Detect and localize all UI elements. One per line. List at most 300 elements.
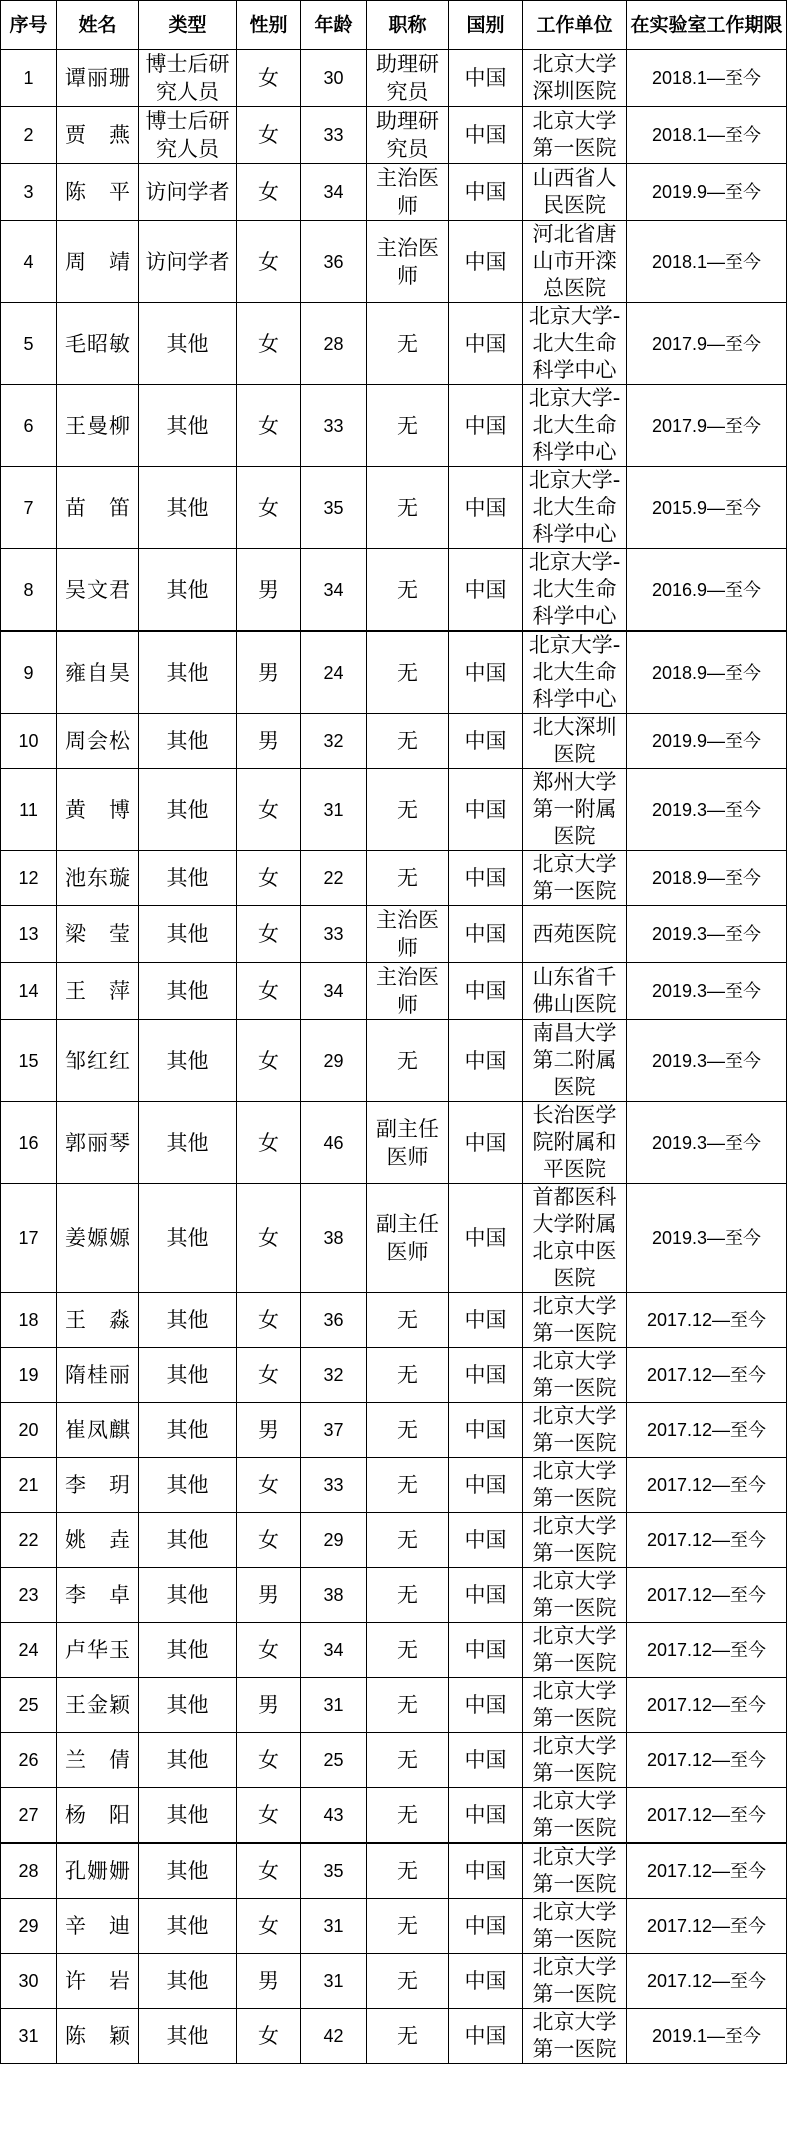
cell-gender: 女 bbox=[237, 906, 301, 963]
cell-country: 中国 bbox=[449, 221, 523, 303]
cell-age: 36 bbox=[301, 221, 367, 303]
cell-gender: 女 bbox=[237, 467, 301, 549]
cell-gender: 女 bbox=[237, 164, 301, 221]
cell-gender: 女 bbox=[237, 1020, 301, 1102]
cell-index: 8 bbox=[1, 549, 57, 632]
cell-name: 崔凤麒 bbox=[57, 1403, 139, 1458]
cell-title: 无 bbox=[367, 1899, 449, 1954]
cell-gender: 男 bbox=[237, 631, 301, 714]
cell-gender: 男 bbox=[237, 1678, 301, 1733]
table-row bbox=[1, 164, 787, 221]
cell-title: 主治医师 bbox=[367, 906, 449, 963]
cell-index: 16 bbox=[1, 1102, 57, 1184]
cell-age: 34 bbox=[301, 1623, 367, 1678]
cell-type: 其他 bbox=[139, 1568, 237, 1623]
cell-age: 46 bbox=[301, 1102, 367, 1184]
cell-index: 12 bbox=[1, 851, 57, 906]
cell-country: 中国 bbox=[449, 385, 523, 467]
cell-gender: 女 bbox=[237, 1348, 301, 1403]
header-title: 职称 bbox=[367, 1, 449, 50]
cell-unit: 山东省千佛山医院 bbox=[523, 963, 627, 1020]
cell-name: 辛 迪 bbox=[57, 1899, 139, 1954]
table-row bbox=[1, 1788, 787, 1844]
table-body bbox=[1, 50, 787, 2064]
cell-period: 2017.12—至今 bbox=[627, 1403, 787, 1458]
cell-gender: 女 bbox=[237, 50, 301, 107]
table-row bbox=[1, 1513, 787, 1568]
cell-index: 31 bbox=[1, 2009, 57, 2064]
table-row bbox=[1, 1293, 787, 1348]
cell-country: 中国 bbox=[449, 1843, 523, 1899]
cell-age: 28 bbox=[301, 303, 367, 385]
cell-age: 34 bbox=[301, 164, 367, 221]
cell-type: 其他 bbox=[139, 385, 237, 467]
cell-age: 35 bbox=[301, 467, 367, 549]
cell-period: 2017.9—至今 bbox=[627, 303, 787, 385]
cell-index: 14 bbox=[1, 963, 57, 1020]
cell-unit: 北京大学第一医院 bbox=[523, 1403, 627, 1458]
cell-name: 姚 垚 bbox=[57, 1513, 139, 1568]
cell-gender: 女 bbox=[237, 769, 301, 851]
table-row bbox=[1, 631, 787, 714]
cell-type: 其他 bbox=[139, 1623, 237, 1678]
cell-unit: 北京大学第一医院 bbox=[523, 107, 627, 164]
cell-name: 郭丽琴 bbox=[57, 1102, 139, 1184]
cell-title: 无 bbox=[367, 1403, 449, 1458]
cell-title: 无 bbox=[367, 1293, 449, 1348]
cell-title: 助理研究员 bbox=[367, 50, 449, 107]
cell-index: 3 bbox=[1, 164, 57, 221]
cell-unit: 北京大学第一医院 bbox=[523, 2009, 627, 2064]
cell-type: 博士后研究人员 bbox=[139, 50, 237, 107]
header-name: 姓名 bbox=[57, 1, 139, 50]
cell-age: 36 bbox=[301, 1293, 367, 1348]
table-row bbox=[1, 549, 787, 632]
cell-age: 31 bbox=[301, 769, 367, 851]
table-row bbox=[1, 851, 787, 906]
cell-type: 其他 bbox=[139, 303, 237, 385]
cell-index: 29 bbox=[1, 1899, 57, 1954]
cell-unit: 河北省唐山市开滦总医院 bbox=[523, 221, 627, 303]
cell-type: 其他 bbox=[139, 1102, 237, 1184]
cell-type: 其他 bbox=[139, 1020, 237, 1102]
cell-index: 2 bbox=[1, 107, 57, 164]
cell-index: 1 bbox=[1, 50, 57, 107]
cell-unit: 北京大学第一医院 bbox=[523, 1788, 627, 1844]
cell-country: 中国 bbox=[449, 1403, 523, 1458]
table-row bbox=[1, 107, 787, 164]
cell-gender: 女 bbox=[237, 221, 301, 303]
cell-country: 中国 bbox=[449, 851, 523, 906]
cell-age: 37 bbox=[301, 1403, 367, 1458]
cell-type: 其他 bbox=[139, 1788, 237, 1844]
cell-unit: 郑州大学第一附属医院 bbox=[523, 769, 627, 851]
cell-unit: 北京大学第一医院 bbox=[523, 1623, 627, 1678]
cell-index: 5 bbox=[1, 303, 57, 385]
cell-type: 其他 bbox=[139, 1678, 237, 1733]
cell-name: 李 卓 bbox=[57, 1568, 139, 1623]
cell-title: 主治医师 bbox=[367, 164, 449, 221]
cell-unit: 西苑医院 bbox=[523, 906, 627, 963]
table-row bbox=[1, 1458, 787, 1513]
cell-name: 王 萍 bbox=[57, 963, 139, 1020]
header-gender: 性别 bbox=[237, 1, 301, 50]
cell-age: 38 bbox=[301, 1568, 367, 1623]
cell-type: 其他 bbox=[139, 2009, 237, 2064]
cell-gender: 男 bbox=[237, 1954, 301, 2009]
cell-period: 2017.12—至今 bbox=[627, 1458, 787, 1513]
cell-age: 34 bbox=[301, 549, 367, 632]
cell-title: 无 bbox=[367, 385, 449, 467]
cell-country: 中国 bbox=[449, 714, 523, 769]
cell-type: 其他 bbox=[139, 631, 237, 714]
cell-period: 2019.3—至今 bbox=[627, 1020, 787, 1102]
cell-period: 2018.1—至今 bbox=[627, 107, 787, 164]
cell-period: 2019.3—至今 bbox=[627, 906, 787, 963]
cell-period: 2019.3—至今 bbox=[627, 963, 787, 1020]
cell-period: 2019.3—至今 bbox=[627, 1102, 787, 1184]
cell-period: 2018.1—至今 bbox=[627, 50, 787, 107]
cell-period: 2018.9—至今 bbox=[627, 851, 787, 906]
cell-gender: 女 bbox=[237, 1623, 301, 1678]
cell-title: 无 bbox=[367, 549, 449, 632]
table-row bbox=[1, 1403, 787, 1458]
cell-unit: 北京大学第一医院 bbox=[523, 1899, 627, 1954]
cell-age: 38 bbox=[301, 1184, 367, 1293]
cell-title: 主治医师 bbox=[367, 221, 449, 303]
cell-country: 中国 bbox=[449, 467, 523, 549]
cell-type: 其他 bbox=[139, 1843, 237, 1899]
cell-name: 梁 莹 bbox=[57, 906, 139, 963]
table-row bbox=[1, 1568, 787, 1623]
cell-country: 中国 bbox=[449, 164, 523, 221]
cell-period: 2016.9—至今 bbox=[627, 549, 787, 632]
cell-age: 24 bbox=[301, 631, 367, 714]
cell-title: 无 bbox=[367, 769, 449, 851]
cell-unit: 北京大学第一医院 bbox=[523, 851, 627, 906]
cell-unit: 首都医科大学附属北京中医医院 bbox=[523, 1184, 627, 1293]
cell-index: 9 bbox=[1, 631, 57, 714]
cell-type: 其他 bbox=[139, 963, 237, 1020]
cell-name: 杨 阳 bbox=[57, 1788, 139, 1844]
cell-title: 副主任医师 bbox=[367, 1184, 449, 1293]
cell-period: 2019.3—至今 bbox=[627, 1184, 787, 1293]
cell-index: 25 bbox=[1, 1678, 57, 1733]
cell-type: 其他 bbox=[139, 906, 237, 963]
cell-period: 2017.12—至今 bbox=[627, 1348, 787, 1403]
cell-country: 中国 bbox=[449, 1678, 523, 1733]
cell-country: 中国 bbox=[449, 1788, 523, 1844]
cell-period: 2017.12—至今 bbox=[627, 1623, 787, 1678]
cell-unit: 北京大学深圳医院 bbox=[523, 50, 627, 107]
cell-name: 苗 笛 bbox=[57, 467, 139, 549]
cell-type: 其他 bbox=[139, 714, 237, 769]
cell-type: 其他 bbox=[139, 1513, 237, 1568]
cell-name: 毛昭敏 bbox=[57, 303, 139, 385]
header-index: 序号 bbox=[1, 1, 57, 50]
cell-age: 34 bbox=[301, 963, 367, 1020]
cell-title: 无 bbox=[367, 714, 449, 769]
cell-unit: 北京大学-北大生命科学中心 bbox=[523, 303, 627, 385]
cell-index: 13 bbox=[1, 906, 57, 963]
cell-index: 22 bbox=[1, 1513, 57, 1568]
cell-age: 22 bbox=[301, 851, 367, 906]
cell-age: 32 bbox=[301, 714, 367, 769]
cell-name: 吴文君 bbox=[57, 549, 139, 632]
cell-unit: 北大深圳医院 bbox=[523, 714, 627, 769]
cell-name: 雍自昊 bbox=[57, 631, 139, 714]
cell-age: 32 bbox=[301, 1348, 367, 1403]
table-row bbox=[1, 1102, 787, 1184]
cell-gender: 女 bbox=[237, 1733, 301, 1788]
header-type: 类型 bbox=[139, 1, 237, 50]
cell-type: 其他 bbox=[139, 1184, 237, 1293]
cell-country: 中国 bbox=[449, 1458, 523, 1513]
cell-age: 42 bbox=[301, 2009, 367, 2064]
cell-type: 其他 bbox=[139, 1733, 237, 1788]
cell-index: 28 bbox=[1, 1843, 57, 1899]
table-row bbox=[1, 1623, 787, 1678]
cell-title: 无 bbox=[367, 1568, 449, 1623]
cell-age: 33 bbox=[301, 906, 367, 963]
cell-country: 中国 bbox=[449, 906, 523, 963]
cell-type: 访问学者 bbox=[139, 221, 237, 303]
cell-name: 兰 倩 bbox=[57, 1733, 139, 1788]
table-row bbox=[1, 2009, 787, 2064]
cell-gender: 女 bbox=[237, 107, 301, 164]
table-row bbox=[1, 1348, 787, 1403]
header-country: 国别 bbox=[449, 1, 523, 50]
cell-type: 博士后研究人员 bbox=[139, 107, 237, 164]
cell-title: 无 bbox=[367, 1513, 449, 1568]
cell-index: 21 bbox=[1, 1458, 57, 1513]
cell-country: 中国 bbox=[449, 1899, 523, 1954]
cell-period: 2017.12—至今 bbox=[627, 1899, 787, 1954]
cell-period: 2017.12—至今 bbox=[627, 1733, 787, 1788]
cell-title: 无 bbox=[367, 1678, 449, 1733]
cell-country: 中国 bbox=[449, 1568, 523, 1623]
table-row bbox=[1, 221, 787, 303]
cell-index: 18 bbox=[1, 1293, 57, 1348]
cell-country: 中国 bbox=[449, 963, 523, 1020]
cell-type: 其他 bbox=[139, 769, 237, 851]
cell-index: 30 bbox=[1, 1954, 57, 2009]
cell-index: 26 bbox=[1, 1733, 57, 1788]
cell-unit: 北京大学第一医院 bbox=[523, 1348, 627, 1403]
cell-country: 中国 bbox=[449, 1513, 523, 1568]
cell-period: 2017.12—至今 bbox=[627, 1678, 787, 1733]
cell-title: 无 bbox=[367, 303, 449, 385]
cell-name: 黄 博 bbox=[57, 769, 139, 851]
cell-country: 中国 bbox=[449, 2009, 523, 2064]
cell-name: 李 玥 bbox=[57, 1458, 139, 1513]
cell-name: 隋桂丽 bbox=[57, 1348, 139, 1403]
cell-period: 2017.12—至今 bbox=[627, 1843, 787, 1899]
cell-unit: 北京大学第一医院 bbox=[523, 1678, 627, 1733]
table-row bbox=[1, 1184, 787, 1293]
cell-title: 无 bbox=[367, 1623, 449, 1678]
cell-name: 陈 平 bbox=[57, 164, 139, 221]
cell-gender: 女 bbox=[237, 1843, 301, 1899]
cell-name: 陈 颖 bbox=[57, 2009, 139, 2064]
cell-type: 其他 bbox=[139, 1403, 237, 1458]
table-row bbox=[1, 1843, 787, 1899]
cell-country: 中国 bbox=[449, 1954, 523, 2009]
header-age: 年龄 bbox=[301, 1, 367, 50]
cell-title: 主治医师 bbox=[367, 963, 449, 1020]
cell-period: 2017.12—至今 bbox=[627, 1954, 787, 2009]
cell-unit: 山西省人民医院 bbox=[523, 164, 627, 221]
cell-title: 无 bbox=[367, 1843, 449, 1899]
header-row bbox=[1, 1, 787, 50]
table-row bbox=[1, 1678, 787, 1733]
cell-gender: 女 bbox=[237, 851, 301, 906]
cell-type: 其他 bbox=[139, 1348, 237, 1403]
cell-gender: 女 bbox=[237, 963, 301, 1020]
cell-unit: 南昌大学第二附属医院 bbox=[523, 1020, 627, 1102]
cell-index: 27 bbox=[1, 1788, 57, 1844]
cell-age: 33 bbox=[301, 385, 367, 467]
cell-type: 访问学者 bbox=[139, 164, 237, 221]
cell-name: 邹红红 bbox=[57, 1020, 139, 1102]
table-row bbox=[1, 467, 787, 549]
cell-gender: 女 bbox=[237, 303, 301, 385]
cell-type: 其他 bbox=[139, 1293, 237, 1348]
cell-age: 31 bbox=[301, 1899, 367, 1954]
cell-unit: 北京大学第一医院 bbox=[523, 1568, 627, 1623]
cell-age: 43 bbox=[301, 1788, 367, 1844]
table-row bbox=[1, 1899, 787, 1954]
cell-age: 33 bbox=[301, 1458, 367, 1513]
cell-gender: 女 bbox=[237, 385, 301, 467]
cell-period: 2017.12—至今 bbox=[627, 1568, 787, 1623]
cell-gender: 女 bbox=[237, 1293, 301, 1348]
cell-gender: 男 bbox=[237, 549, 301, 632]
cell-name: 孔姗姗 bbox=[57, 1843, 139, 1899]
cell-index: 23 bbox=[1, 1568, 57, 1623]
cell-title: 无 bbox=[367, 1733, 449, 1788]
cell-gender: 女 bbox=[237, 1899, 301, 1954]
cell-period: 2017.12—至今 bbox=[627, 1513, 787, 1568]
cell-period: 2015.9—至今 bbox=[627, 467, 787, 549]
cell-age: 25 bbox=[301, 1733, 367, 1788]
cell-period: 2018.9—至今 bbox=[627, 631, 787, 714]
cell-period: 2017.9—至今 bbox=[627, 385, 787, 467]
table-row bbox=[1, 50, 787, 107]
cell-unit: 北京大学第一医院 bbox=[523, 1458, 627, 1513]
cell-age: 29 bbox=[301, 1020, 367, 1102]
header-period: 在实验室工作期限 bbox=[627, 1, 787, 50]
cell-gender: 男 bbox=[237, 1403, 301, 1458]
table-row bbox=[1, 1954, 787, 2009]
cell-unit: 北京大学第一医院 bbox=[523, 1954, 627, 2009]
cell-index: 4 bbox=[1, 221, 57, 303]
table-row bbox=[1, 1020, 787, 1102]
cell-period: 2019.1—至今 bbox=[627, 2009, 787, 2064]
cell-name: 周 靖 bbox=[57, 221, 139, 303]
cell-unit: 长治医学院附属和平医院 bbox=[523, 1102, 627, 1184]
cell-title: 无 bbox=[367, 2009, 449, 2064]
cell-gender: 女 bbox=[237, 1788, 301, 1844]
table-row bbox=[1, 714, 787, 769]
table-row bbox=[1, 303, 787, 385]
cell-name: 王金颖 bbox=[57, 1678, 139, 1733]
cell-name: 贾 燕 bbox=[57, 107, 139, 164]
cell-country: 中国 bbox=[449, 631, 523, 714]
cell-unit: 北京大学第一医院 bbox=[523, 1843, 627, 1899]
cell-country: 中国 bbox=[449, 1102, 523, 1184]
cell-index: 10 bbox=[1, 714, 57, 769]
cell-title: 无 bbox=[367, 1954, 449, 2009]
cell-type: 其他 bbox=[139, 549, 237, 632]
cell-index: 11 bbox=[1, 769, 57, 851]
cell-period: 2017.12—至今 bbox=[627, 1788, 787, 1844]
cell-country: 中国 bbox=[449, 1293, 523, 1348]
cell-period: 2017.12—至今 bbox=[627, 1293, 787, 1348]
cell-country: 中国 bbox=[449, 50, 523, 107]
cell-period: 2019.9—至今 bbox=[627, 164, 787, 221]
cell-name: 王 淼 bbox=[57, 1293, 139, 1348]
cell-age: 35 bbox=[301, 1843, 367, 1899]
cell-name: 姜嫄嫄 bbox=[57, 1184, 139, 1293]
cell-index: 15 bbox=[1, 1020, 57, 1102]
cell-country: 中国 bbox=[449, 107, 523, 164]
cell-title: 无 bbox=[367, 467, 449, 549]
table-row bbox=[1, 963, 787, 1020]
cell-unit: 北京大学-北大生命科学中心 bbox=[523, 631, 627, 714]
cell-type: 其他 bbox=[139, 1899, 237, 1954]
cell-title: 无 bbox=[367, 1348, 449, 1403]
cell-name: 池东璇 bbox=[57, 851, 139, 906]
cell-title: 无 bbox=[367, 1788, 449, 1844]
cell-title: 无 bbox=[367, 851, 449, 906]
table-row bbox=[1, 1733, 787, 1788]
cell-name: 谭丽珊 bbox=[57, 50, 139, 107]
table-row bbox=[1, 385, 787, 467]
cell-gender: 女 bbox=[237, 1184, 301, 1293]
cell-unit: 北京大学-北大生命科学中心 bbox=[523, 385, 627, 467]
cell-gender: 女 bbox=[237, 1458, 301, 1513]
cell-gender: 男 bbox=[237, 714, 301, 769]
cell-type: 其他 bbox=[139, 1954, 237, 2009]
cell-title: 无 bbox=[367, 631, 449, 714]
cell-period: 2019.3—至今 bbox=[627, 769, 787, 851]
header-unit: 工作单位 bbox=[523, 1, 627, 50]
table-row bbox=[1, 769, 787, 851]
cell-gender: 女 bbox=[237, 1513, 301, 1568]
table-row bbox=[1, 906, 787, 963]
cell-gender: 女 bbox=[237, 1102, 301, 1184]
cell-title: 副主任医师 bbox=[367, 1102, 449, 1184]
cell-index: 19 bbox=[1, 1348, 57, 1403]
cell-name: 周会松 bbox=[57, 714, 139, 769]
cell-name: 许 岩 bbox=[57, 1954, 139, 2009]
cell-country: 中国 bbox=[449, 1348, 523, 1403]
cell-country: 中国 bbox=[449, 1623, 523, 1678]
cell-unit: 北京大学-北大生命科学中心 bbox=[523, 467, 627, 549]
cell-index: 24 bbox=[1, 1623, 57, 1678]
cell-period: 2018.1—至今 bbox=[627, 221, 787, 303]
cell-country: 中国 bbox=[449, 549, 523, 632]
cell-index: 17 bbox=[1, 1184, 57, 1293]
cell-index: 20 bbox=[1, 1403, 57, 1458]
cell-age: 33 bbox=[301, 107, 367, 164]
cell-country: 中国 bbox=[449, 1184, 523, 1293]
cell-name: 卢华玉 bbox=[57, 1623, 139, 1678]
cell-country: 中国 bbox=[449, 1733, 523, 1788]
cell-type: 其他 bbox=[139, 467, 237, 549]
cell-age: 31 bbox=[301, 1678, 367, 1733]
